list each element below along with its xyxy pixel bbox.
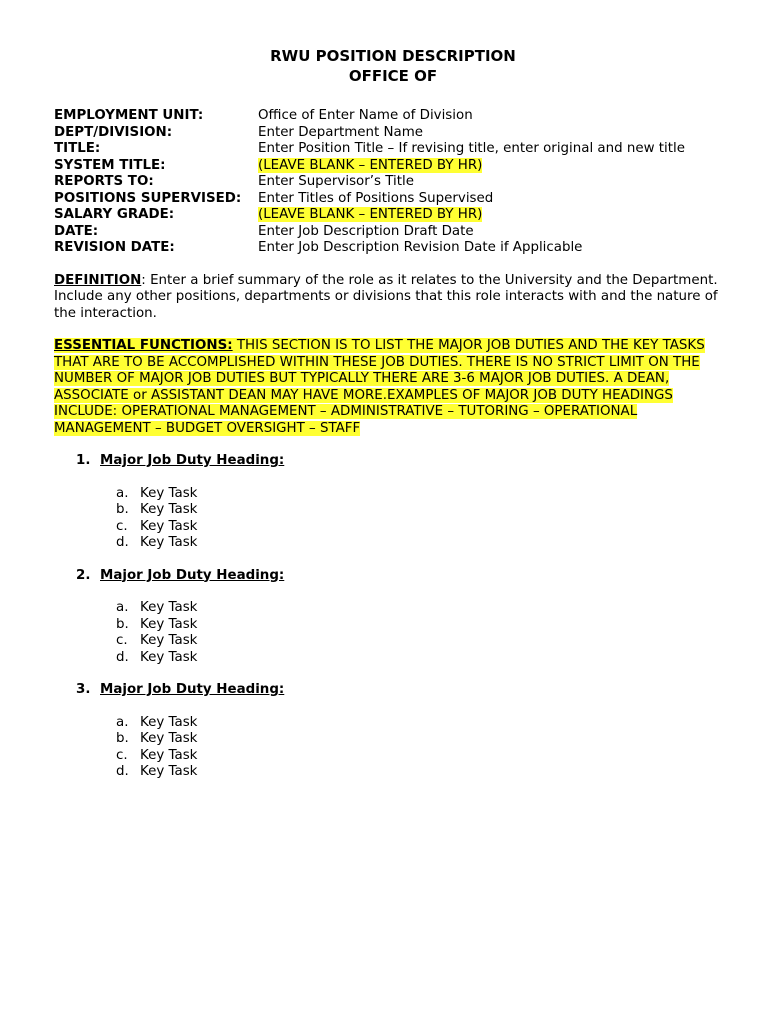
revision-date-value: Enter Job Description Revision Date if Applicable <box>258 240 583 255</box>
revision-date-label: REVISION DATE: <box>54 240 175 255</box>
position-info-table <box>54 108 724 257</box>
date-value: Enter Job Description Draft Date <box>258 223 474 239</box>
dept-division-value: Enter Department Name <box>258 124 423 140</box>
definition-label: DEFINITION <box>54 272 142 288</box>
list-item: a. Key Task <box>116 485 198 501</box>
key-task-list <box>116 486 724 552</box>
duty-number: 1. <box>76 453 91 468</box>
duty-number: 2. <box>76 567 91 583</box>
system-title-label: SYSTEM TITLE: <box>54 157 166 173</box>
positions-supervised-label: POSITIONS SUPERVISED: <box>54 190 242 206</box>
list-item: c. Key Task <box>116 747 198 763</box>
list-item: a. Key Task <box>116 600 198 615</box>
title-label: TITLE: <box>54 141 101 156</box>
document-subtitle: OFFICE OF <box>348 67 438 85</box>
list-item: d. Key Task <box>116 649 198 665</box>
reports-to-value: Enter Supervisor’s Title <box>258 174 414 189</box>
list-item: d. Key Task <box>116 764 198 779</box>
title-value: Enter Position Title – If revising title, enter original and new title <box>258 141 685 156</box>
definition-text: : Enter a brief summary of the role as it relates to the University and the Department. Include any other positions, departments or divisions that this role interacts with and the nature of the interaction. <box>54 272 718 321</box>
duty-heading: Major Job Duty Heading: <box>100 682 285 697</box>
employment-unit-value: Office of Enter Name of Division <box>258 108 473 123</box>
document-title: RWU POSITION DESCRIPTION <box>270 47 516 65</box>
duty-section-1 <box>76 453 724 552</box>
essential-functions-label: ESSENTIAL FUNCTIONS: <box>54 338 233 353</box>
document-header <box>62 46 724 86</box>
duty-heading: Major Job Duty Heading: <box>100 567 285 583</box>
duty-heading: Major Job Duty Heading: <box>100 453 285 468</box>
list-item: c. Key Task <box>116 633 198 648</box>
list-item: c. Key Task <box>116 518 198 534</box>
duty-number: 3. <box>76 682 91 697</box>
key-task-list <box>116 600 724 666</box>
employment-unit-label: EMPLOYMENT UNIT: <box>54 108 204 123</box>
dept-division-label: DEPT/DIVISION: <box>54 124 173 140</box>
list-item: d. Key Task <box>116 535 198 550</box>
salary-grade-label: SALARY GRADE: <box>54 207 175 222</box>
salary-grade-value: (LEAVE BLANK – ENTERED BY HR) <box>258 207 483 222</box>
list-item: a. Key Task <box>116 714 198 730</box>
system-title-value: (LEAVE BLANK – ENTERED BY HR) <box>258 157 483 173</box>
definition-paragraph <box>54 273 724 323</box>
list-item: b. Key Task <box>116 616 198 632</box>
duty-section-2 <box>76 568 724 667</box>
reports-to-label: REPORTS TO: <box>54 174 154 189</box>
duty-section-3 <box>76 682 724 781</box>
document-page <box>54 46 724 781</box>
list-item: b. Key Task <box>116 502 198 517</box>
list-item: b. Key Task <box>116 731 198 746</box>
positions-supervised-value: Enter Titles of Positions Supervised <box>258 190 494 206</box>
date-label: DATE: <box>54 223 99 239</box>
essential-functions-text: THIS SECTION IS TO LIST THE MAJOR JOB DUTIES AND THE KEY TASKS THAT ARE TO BE ACCOMPLISHED WITHIN THESE JOB DUTIES. THERE IS NO STRICT LIMIT ON THE NUMBER OF MAJOR JOB DUTIES BUT TYPICALLY THERE ARE 3-6 MAJOR JOB DUTIES. A DEAN, ASSOCIATE or ASSISTANT DEAN MAY HAVE MORE.EXAMPLES OF MAJOR JOB DUTY HEADINGS INCLUDE: OPERATIONAL MANAGEMENT – ADMINISTRATIVE – TUTORING – OPERATIONAL MANAGEMENT – BUDGET OVERSIGHT – STAFF <box>54 338 705 436</box>
key-task-list <box>116 715 724 781</box>
essential-functions-paragraph <box>54 338 724 437</box>
